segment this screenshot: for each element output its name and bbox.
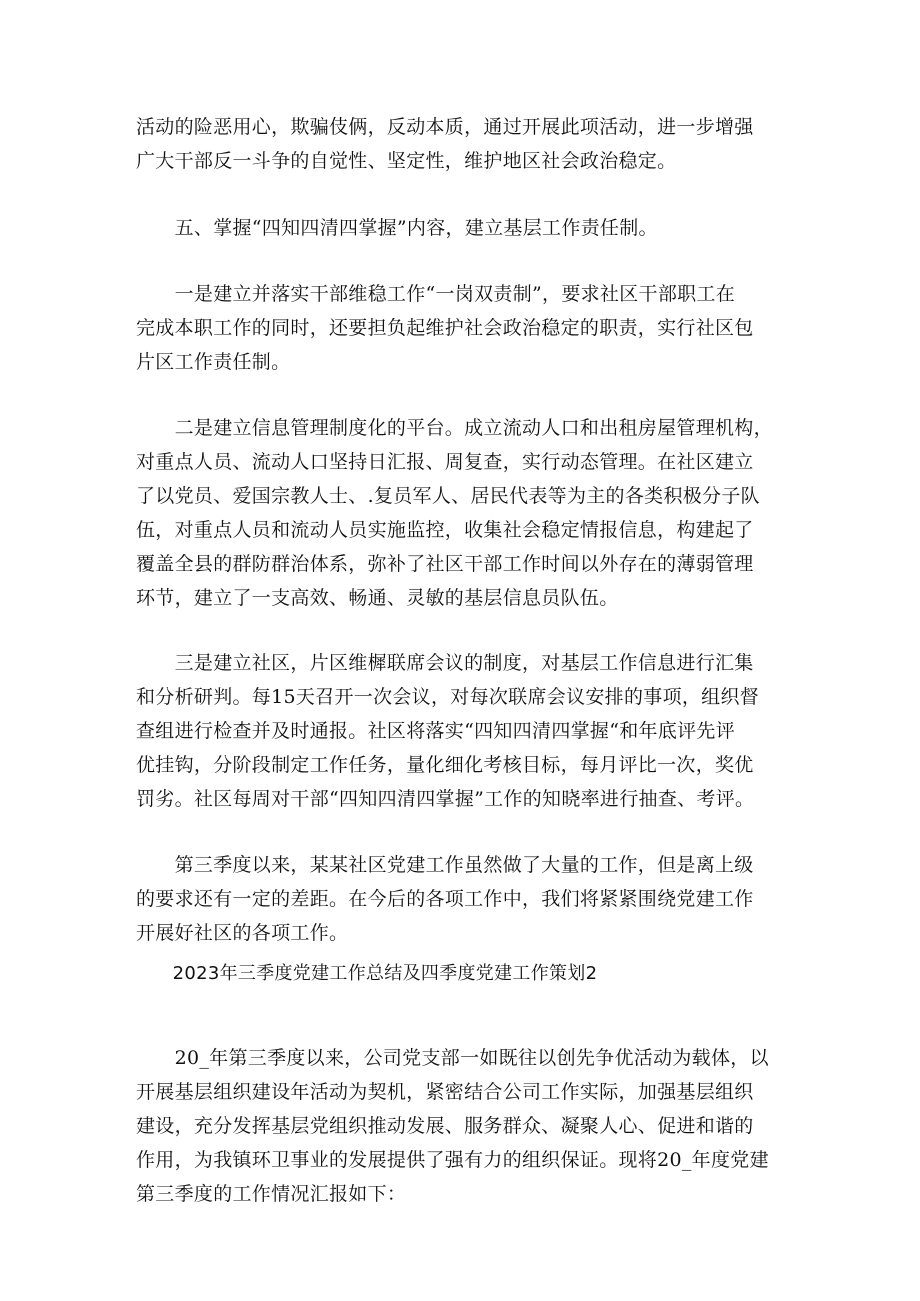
text-line: 二是建立信息管理制度化的平台。成立流动人口和出租房屋管理机构， [136, 417, 773, 439]
text-line: 查组进行检查并及时通报。社区将落实“四知四清四掌握“和年底评先评 [136, 720, 736, 742]
text-line: 对重点人员、流动人口坚持日汇报、周复查，实行动态管理。在社区建立 [136, 451, 754, 473]
paragraph-intro [136, 1041, 786, 1211]
text-line: 开展好社区的各项工作。 [136, 922, 349, 944]
text-line: 环节，建立了一支高效、畅通、灵敏的基层信息员队伍。 [136, 587, 619, 609]
text-line: 伍，对重点人员和流动人员实施监控，收集社会稳定情报信息，构建起了 [136, 519, 754, 541]
text-line: 了以党员、爱国宗教人士、.复员军人、居民代表等为主的各类积极分子队 [136, 485, 760, 507]
text-line: 的要求还有一定的差距。在今后的各项工作中，我们将紧紧围绕党建工作 [136, 888, 754, 910]
text-line: 作用，为我镇环卫事业的发展提供了强有力的组织保证。现将20_年度党建 [136, 1149, 769, 1171]
text-line: 三是建立社区，片区维樨联席会议的制度，对基层工作信息进行汇集 [136, 652, 754, 674]
text-line: 开展基层组织建设年活动为契机，紧密结合公司工作实际，加强基层组织 [136, 1081, 754, 1103]
text-line: 第三季度的工作情况汇报如下： [136, 1183, 407, 1205]
paragraph-item-two [136, 411, 786, 615]
text-line: 一是建立并落实干部维稳工作“一岗双责制”，要求社区干部职工在 [136, 283, 736, 305]
document-title [136, 957, 786, 991]
paragraph-summary [136, 848, 786, 950]
text-line: 2023年三季度党建工作总结及四季度党建工作策划2 [136, 963, 598, 984]
text-line: 活动的险恶用心，欺骗伎俩，反动本质，通过开展此项活动，进一步增强 [136, 116, 754, 138]
text-line: 完成本职工作的同时，还要担负起维护社会政治稳定的职责，实行社区包 [136, 317, 754, 339]
text-line: 片区工作责任制。 [136, 351, 291, 373]
paragraph-item-one [136, 277, 786, 379]
text-line: 罚劣。社区每周对干部“四知四清四掌握”工作的知晓率进行抽查、考评。 [136, 788, 755, 810]
paragraph-item-three [136, 646, 786, 816]
section-heading [136, 211, 786, 245]
text-line: 五、掌握“四知四清四掌握”内容，建立基层工作责任制。 [136, 217, 658, 239]
paragraph-continuation [136, 110, 786, 178]
text-line: 第三季度以来，某某社区党建工作虽然做了大量的工作，但是离上级 [136, 854, 754, 876]
text-line: 优挂钩，分阶段制定工作任务，量化细化考核目标，每月评比一次，奖优 [136, 754, 754, 776]
text-line: 建设，充分发挥基层党组织推动发展、服务群众、凝聚人心、促进和谐的 [136, 1115, 754, 1137]
text-line: 和分析研判。每15天召开一次会议，对每次联席会议安排的事项，组织督 [136, 686, 760, 708]
text-line: 广大干部反一斗争的自觉性、坚定性，维护地区社会政治稳定。 [136, 150, 677, 172]
text-line: 20_年第三季度以来，公司党支部一如既往以创先争优活动为载体，以 [136, 1047, 769, 1069]
text-line: 覆盖全县的群防群治体系，弥补了社区干部工作时间以外存在的薄弱管理 [136, 553, 754, 575]
